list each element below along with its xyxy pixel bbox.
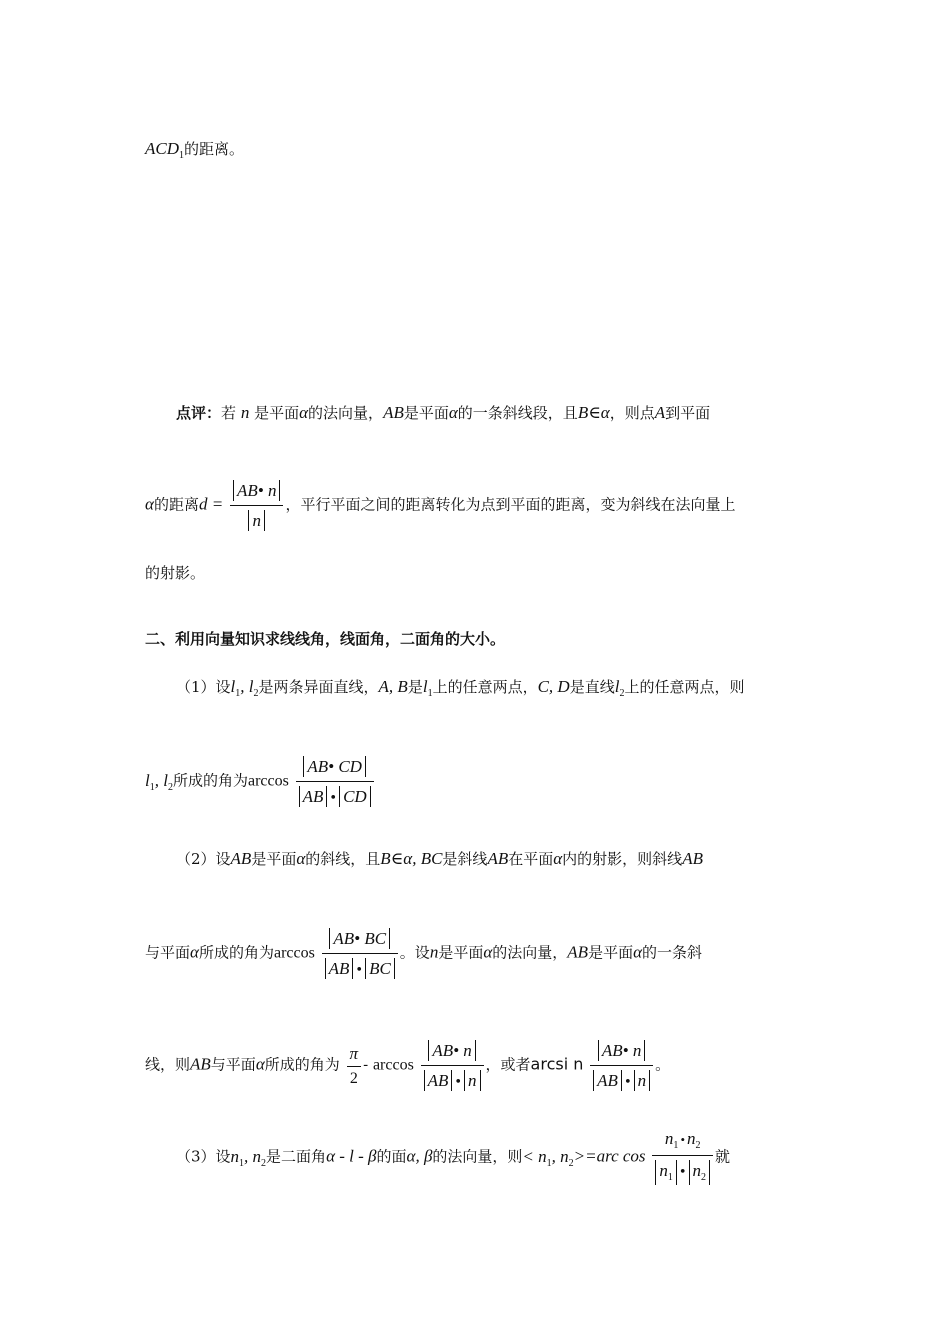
text: 是两条异面直线， bbox=[258, 678, 379, 696]
text: 与平面 bbox=[210, 1055, 256, 1074]
text: 是平面 bbox=[251, 850, 297, 868]
fraction-numerator: AB• n bbox=[428, 1040, 475, 1061]
minus-sign: - bbox=[363, 1055, 369, 1074]
text: 是直线 bbox=[569, 678, 615, 696]
text: 是二面角 bbox=[266, 1147, 327, 1166]
fraction-denominator-b: n bbox=[464, 1070, 481, 1091]
math-alpha: α bbox=[255, 1054, 265, 1074]
paragraph-line bbox=[145, 140, 244, 161]
math-alpha: α bbox=[633, 942, 643, 962]
text: 是平面 bbox=[588, 943, 634, 962]
arccos-label: arccos bbox=[273, 944, 315, 962]
arccos-fraction: $\frac{AB• BC}{AB • BC}$ bbox=[322, 926, 398, 981]
text: 若 bbox=[221, 404, 237, 422]
text: 的距离 bbox=[153, 495, 199, 514]
math-alpha: α bbox=[483, 942, 493, 962]
fraction-denominator-b: CD bbox=[339, 786, 371, 807]
arccos-label: arccos bbox=[247, 772, 289, 790]
subscript: 1 bbox=[179, 150, 184, 161]
text: 上的任意两点， bbox=[432, 678, 538, 696]
distance-fraction bbox=[230, 478, 283, 533]
fraction-denominator-a: AB bbox=[299, 786, 328, 807]
text: 在平面 bbox=[508, 850, 554, 868]
text: 的面 bbox=[376, 1147, 407, 1166]
math-dihedral: α - l - β bbox=[326, 1146, 377, 1166]
text: 的一条斜线段，且 bbox=[457, 404, 578, 422]
text: 所成的角为 bbox=[198, 943, 274, 962]
fraction-denominator-b: BC bbox=[365, 958, 395, 979]
text: 的距离。 bbox=[184, 140, 245, 158]
math-eq: >= bbox=[573, 1146, 597, 1166]
comment-line bbox=[176, 404, 710, 421]
text: 线，则 bbox=[145, 1055, 191, 1074]
paragraph-line bbox=[145, 566, 205, 581]
item-2-formula-line-2 bbox=[145, 1038, 670, 1093]
fraction-numerator: AB• BC bbox=[329, 928, 390, 949]
item-1-line: （1）设$l_1$, $l_2$是两条异面直线，A, B是$l_1$上的任意两点，C, D是直线$l_2$上的任意两点，则 bbox=[176, 677, 745, 699]
text: 上的任意两点，则 bbox=[624, 678, 745, 696]
text: 到平面 bbox=[665, 404, 711, 422]
text: 是斜线 bbox=[442, 850, 488, 868]
text: 的法向量， bbox=[492, 943, 568, 962]
fraction-denominator-b: n bbox=[634, 1070, 651, 1091]
arccos-label: arccos bbox=[372, 1056, 414, 1074]
arccos-fraction: $\frac{n_1 • n_2}{n_1 • n_2}$ bbox=[652, 1128, 713, 1187]
fraction-numerator: π bbox=[349, 1043, 359, 1063]
text: 所成的角为 bbox=[172, 771, 248, 790]
math-b-in-alpha: B∈α bbox=[577, 403, 610, 422]
math-alpha: α bbox=[448, 403, 458, 422]
math-ab: AB bbox=[190, 1054, 211, 1074]
fraction-denominator-a: AB bbox=[325, 958, 354, 979]
math-alpha: α bbox=[190, 942, 199, 962]
math-ab: AB bbox=[682, 849, 703, 868]
text: （3）设 bbox=[176, 1147, 231, 1166]
text: 。 bbox=[655, 1055, 671, 1074]
math-ab: AB bbox=[567, 942, 589, 962]
math-n: n bbox=[429, 942, 439, 962]
math-cd: C, D bbox=[537, 677, 570, 696]
math-ab: A, B bbox=[378, 677, 408, 696]
section-heading: 二、利用向量知识求线线角，线面角，二面角的大小。 bbox=[145, 630, 506, 648]
text: 的法向量，则 bbox=[432, 1147, 523, 1166]
text: 的射影。 bbox=[145, 564, 206, 582]
text: （2）设 bbox=[176, 850, 231, 868]
text: 所成的角为 bbox=[264, 1055, 340, 1074]
item-2-formula-line bbox=[145, 926, 702, 981]
math-ab: AB bbox=[230, 849, 252, 868]
item-3-line: （3）设$n_1$, $n_2$是二面角α - l - β的面α, β的法向量，则< $n_1$, $n_2>=arc$ cos $\frac{n_1 • n_2}{n_1 • n_2}$ 就 bbox=[176, 1128, 730, 1187]
text: ，平行平面之间的距离转化为点到平面的距离，变为斜线在法向量上 bbox=[285, 495, 736, 514]
fraction-numerator: AB• n bbox=[233, 480, 280, 501]
math-acd: ACD bbox=[145, 139, 179, 158]
pi-over-two bbox=[347, 1043, 362, 1089]
text: （1）设 bbox=[176, 678, 231, 696]
text: 的一条斜 bbox=[642, 943, 703, 962]
arccos-fraction: $\frac{AB• CD}{AB • CD}$ bbox=[296, 754, 374, 809]
fraction-denominator: n bbox=[248, 510, 265, 531]
fraction-numerator: AB• CD bbox=[303, 756, 366, 777]
text: 是平面 bbox=[438, 943, 484, 962]
math-d: d = bbox=[198, 494, 224, 514]
text: 就 bbox=[715, 1147, 731, 1166]
math-alpha: α bbox=[145, 494, 154, 514]
arccos-label: arc cos bbox=[596, 1146, 646, 1166]
item-2-line bbox=[176, 850, 703, 867]
text: 是平面 bbox=[403, 404, 449, 422]
text: 是 bbox=[407, 678, 423, 696]
fraction-denominator-a: AB bbox=[424, 1070, 453, 1091]
math-alpha: α bbox=[299, 403, 309, 422]
math-n: n bbox=[240, 403, 250, 422]
arccos-fraction: $\frac{AB• n}{AB • n}$ bbox=[421, 1038, 484, 1093]
text: 的斜线，且 bbox=[305, 850, 381, 868]
text: 内的射影，则斜线 bbox=[562, 850, 683, 868]
arcsin-label: arcsi n bbox=[530, 1054, 584, 1074]
math-alpha: α bbox=[553, 849, 563, 868]
text: 的法向量， bbox=[308, 404, 384, 422]
text: 是平面 bbox=[254, 404, 300, 422]
math-ab: AB bbox=[383, 403, 404, 422]
math-alpha: α bbox=[296, 849, 306, 868]
text: 。设 bbox=[399, 943, 430, 962]
arcsin-fraction: $\frac{AB• n}{AB • n}$ bbox=[590, 1038, 653, 1093]
comment-formula-line bbox=[145, 478, 735, 533]
text: ，则点 bbox=[609, 404, 655, 422]
item-1-formula-line: $l_1$, $l_2$所成的角为arccos $\frac{AB• CD}{AB • CD}$ bbox=[145, 754, 376, 809]
math-b-in-alpha: B∈α, BC bbox=[380, 849, 443, 868]
fraction-numerator: AB• n bbox=[598, 1040, 645, 1061]
comment-label: 点评： bbox=[176, 404, 222, 422]
fraction-denominator-a: AB bbox=[593, 1070, 622, 1091]
math-alpha-beta: α, β bbox=[406, 1146, 433, 1166]
math-ab: AB bbox=[487, 849, 509, 868]
text: ，或者 bbox=[485, 1055, 531, 1074]
fraction-denominator: 2 bbox=[349, 1069, 358, 1087]
math-a: A bbox=[654, 403, 666, 422]
text: 与平面 bbox=[145, 943, 191, 962]
